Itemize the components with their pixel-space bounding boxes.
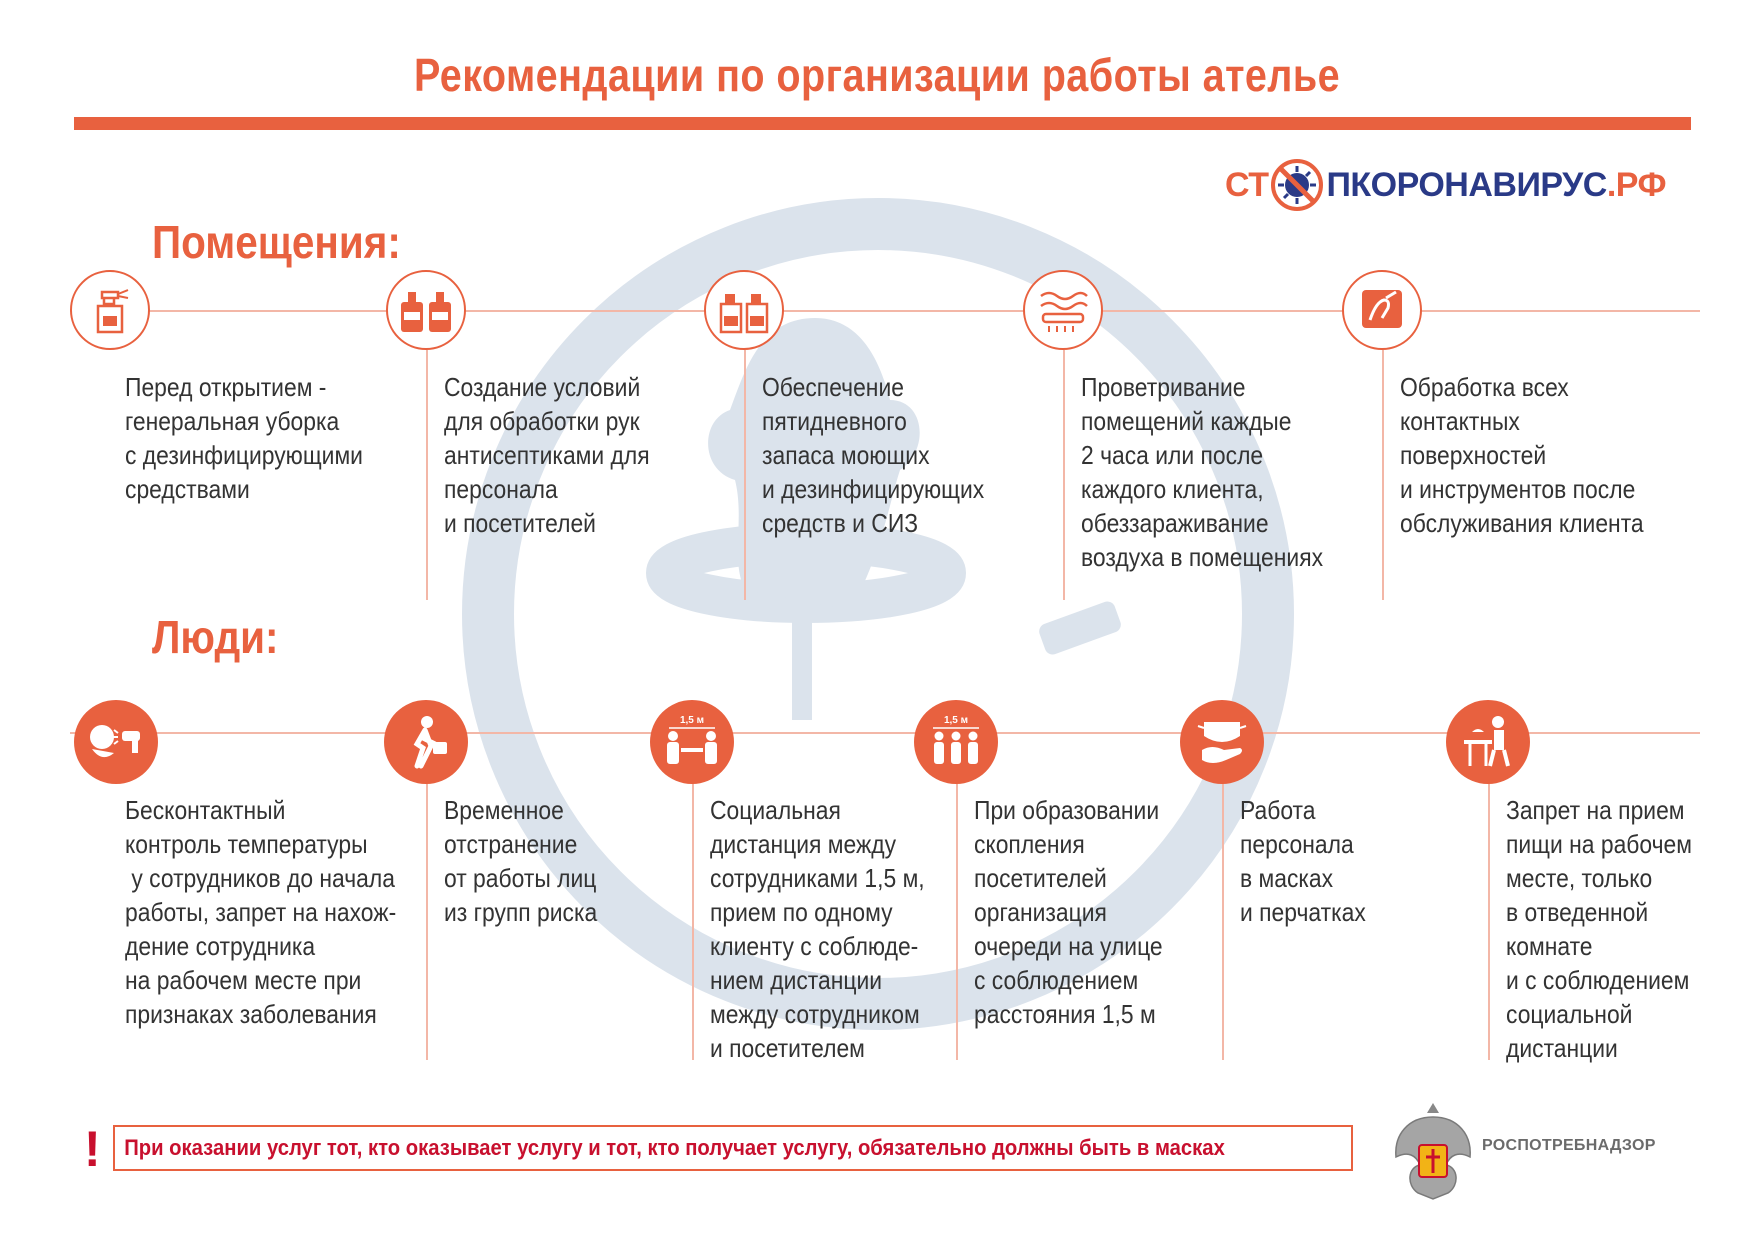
logo-part-rf: .РФ — [1606, 165, 1667, 204]
premises-item-5-text: Обработка всех контактных поверхностей и инструментов после обслуживания клиента — [1400, 372, 1644, 538]
people-item-1-text: Бесконтактный контроль температуры у сотрудников до начала работы, запрет на нахож- дение сотрудника на рабочем месте при признаках заболевания — [125, 795, 397, 1029]
premises-item-2-text: Создание условий для обработки рук антисептиками для персонала и посетителей — [444, 372, 650, 538]
people-heading: Люди: — [152, 611, 279, 663]
premises-item-4-text: Проветривание помещений каждые 2 часа или после каждого клиента, обеззараживание воздуха в помещениях — [1081, 372, 1324, 572]
disinfectant-stock-icon — [704, 270, 784, 350]
premises-divider-3 — [1063, 350, 1065, 600]
eating-room-icon — [1446, 700, 1530, 784]
ventilation-icon — [1023, 270, 1103, 350]
person-leaving-icon — [384, 700, 468, 784]
temperature-check-icon — [74, 700, 158, 784]
logo-part-koronavirus: ПКОРОНАВИРУС — [1326, 165, 1607, 204]
spray-bottle-icon — [70, 270, 150, 350]
people-divider-1 — [426, 770, 428, 1060]
stopkoronavirus-logo — [1225, 158, 1666, 212]
social-distance-icon — [650, 700, 734, 784]
people-item-6-text: Запрет на прием пищи на рабочем месте, только в отведенной комнате и с соблюдением социальной дистанции — [1506, 795, 1693, 1063]
sanitizer-bottles-icon — [386, 270, 466, 350]
premises-heading: Помещения: — [152, 216, 401, 268]
warning-mark: ! — [84, 1121, 101, 1177]
people-divider-3 — [956, 770, 958, 1060]
premises-divider-4 — [1382, 350, 1384, 600]
virus-stop-icon — [1270, 158, 1324, 212]
queue-badge: 1,5 м — [943, 715, 969, 726]
mask-gloves-icon — [1180, 700, 1264, 784]
premises-item-1-text: Перед открытием - генеральная уборка с дезинфицирующими средствами — [125, 372, 363, 504]
people-divider-2 — [692, 770, 694, 1060]
people-item-5-text: Работа персонала в масках и перчатках — [1240, 795, 1366, 927]
warning-box — [113, 1125, 1353, 1171]
warning-text: При оказании услуг тот, кто оказывает услугу и тот, кто получает услугу, обязательно должны быть в масках — [124, 1135, 1225, 1160]
people-item-4-text: При образовании скопления посетителей организация очереди на улице с соблюдением расстояния 1,5 м — [974, 795, 1163, 1029]
premises-divider-1 — [426, 350, 428, 600]
queue-distance-icon — [914, 700, 998, 784]
distance-badge: 1,5 м — [679, 715, 705, 726]
page-title: Рекомендации по организации работы ателье — [413, 49, 1341, 101]
rospotrebnadzor-label: РОСПОТРЕБНАДЗОР — [1482, 1137, 1656, 1154]
people-divider-5 — [1488, 770, 1490, 1060]
rospotrebnadzor-emblem-icon — [1388, 1095, 1478, 1205]
premises-divider-2 — [744, 350, 746, 600]
people-divider-4 — [1222, 770, 1224, 1060]
premises-item-3-text: Обеспечение пятидневного запаса моющих и дезинфицирующих средств и СИЗ — [762, 372, 985, 538]
premises-timeline — [70, 310, 1700, 312]
wipe-surface-icon — [1342, 270, 1422, 350]
people-item-2-text: Временное отстранение от работы лиц из групп риска — [444, 795, 598, 927]
people-item-3-text: Социальная дистанция между сотрудниками 1,5 м, прием по одному клиенту с соблюде- нием дистанции между сотрудником и посетителем — [710, 795, 925, 1063]
title-underline — [74, 117, 1691, 130]
logo-part-st: СТ — [1225, 165, 1269, 204]
